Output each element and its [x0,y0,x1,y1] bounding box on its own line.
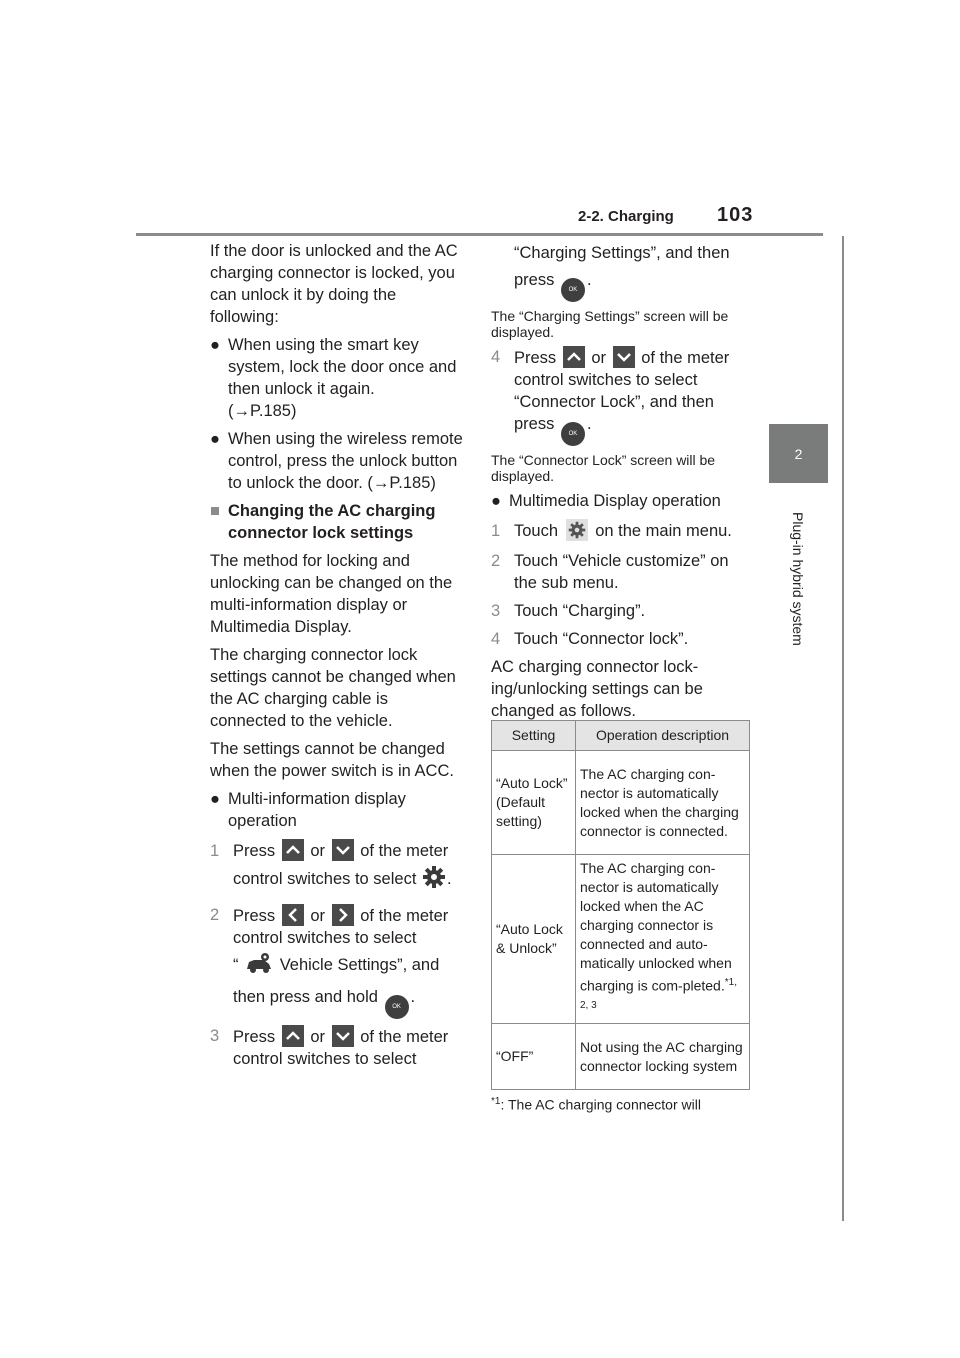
ok-button-icon: OK [561,278,585,302]
table-cell-setting: “Auto Lock & Unlock” [492,855,576,1024]
table-cell-setting: “OFF” [492,1024,576,1090]
step-number: 4 [491,630,501,648]
bullet-icon: ● [210,430,220,448]
step-number: 3 [210,1027,220,1045]
bullet-mid-operation: ● Multi-information display operation [210,790,406,830]
step-2: 2 Press or of the meter control switches to select “ Vehicle Settings”, and then press and hold OK. [210,904,468,1019]
bullet-icon: ● [491,492,501,510]
note-charging-settings: The “Charging Settings” screen will be displayed. [491,308,729,340]
gear-icon [422,865,446,898]
car-settings-icon [244,951,274,984]
bullet-icon: ● [210,790,220,808]
chevron-up-icon [282,839,304,861]
section-title: 2-2. Charging [578,208,674,225]
step-number: 2 [210,906,220,924]
step-number: 2 [491,552,501,570]
footnote-mark: *1 [491,1096,501,1107]
section-heading: ■ Changing the AC charging connector lock settings [210,502,436,542]
para-acc: The settings cannot be changed when the power switch is in ACC. [210,740,454,780]
chevron-up-icon [282,1025,304,1047]
gear-icon [566,519,588,541]
ok-button-icon: OK [561,422,585,446]
chevron-down-icon [332,839,354,861]
left-column [210,240,468,1076]
step-number: 1 [210,842,220,860]
table-row [492,1024,750,1090]
chevron-down-icon [332,1025,354,1047]
settings-table [491,720,750,1090]
step-number: 1 [491,522,501,540]
step-3: 3 Press or of the meter control switches to select [210,1027,449,1068]
chevron-up-icon [563,346,585,368]
table-cell-setting: “Auto Lock” (Default setting) [492,751,576,855]
step-number: 4 [491,348,501,366]
chevron-down-icon [613,346,635,368]
table-header-setting: Setting [492,721,576,751]
para-settings-change: AC charging connector lock-ing/unlocking settings can be changed as follows. [491,658,703,720]
chevron-right-icon [332,904,354,926]
table-row [492,855,750,1024]
note-connector-lock: The “Connector Lock” screen will be displayed. [491,452,716,484]
footnote: $^{*1}$: The AC charging connector will [491,1096,701,1113]
step-3-continued: “Charging Settings”, and then press OK. [491,240,753,302]
bullet-icon: ● [210,336,220,354]
table-header-description: Operation description [576,721,750,751]
side-rule [842,236,844,1221]
page-number: 103 [717,204,754,226]
step-4: 4 Press or of the meter control switches to select “Connector Lock”, and then press OK. [491,346,753,446]
md-step-3: 3 Touch “Charging”. [491,602,646,620]
intro-text: If the door is unlocked and the AC charging connector is locked, you can unlock it by doing the following: [210,242,458,326]
ok-button-icon: OK [385,995,409,1019]
para-cable: The charging connector lock settings cannot be changed when the AC charging cable is connected to the vehicle. [210,646,456,730]
table-cell-description: Not using the AC charging connector locking system [576,1024,750,1090]
chapter-tab[interactable]: 2 [769,424,828,483]
header-rule [136,233,823,236]
bullet-multimedia-operation: ● Multimedia Display operation [491,492,721,510]
table-cell-description: The AC charging con-nector is automatically locked when the AC charging connector is connected and auto-matically unlocked when charging is com-pleted.$^{*1, 2, 3}$ [576,855,750,1024]
para-method: The method for locking and unlocking can be changed on the multi-information display or Multimedia Display. [210,552,453,636]
table-row [492,751,750,855]
footnote-ref: *1, 2, 3 [580,977,737,1011]
step-number: 3 [491,602,501,620]
square-icon: ■ [210,502,220,520]
step-1: 1 Press or of the meter control switches to select . [210,838,468,898]
bullet-wireless-remote: ● When using the wireless remote control, press the unlock button to unlock the door. (→P.185) [210,430,463,492]
md-step-4: 4 Touch “Connector lock”. [491,630,689,648]
table-cell-description: The AC charging con-nector is automatically locked when the charging connector is connected. [576,751,750,855]
table-header-row [492,721,750,751]
chapter-label: Plug-in hybrid system [790,512,806,646]
md-step-1: 1 Touch on the main menu. [491,518,753,544]
md-step-2: 2 Touch “Vehicle customize” on the sub menu. [491,552,729,592]
right-column [491,240,753,728]
bullet-smart-key: ● When using the smart key system, lock the door once and then unlock it again. (→P.185) [210,336,457,420]
chevron-left-icon [282,904,304,926]
